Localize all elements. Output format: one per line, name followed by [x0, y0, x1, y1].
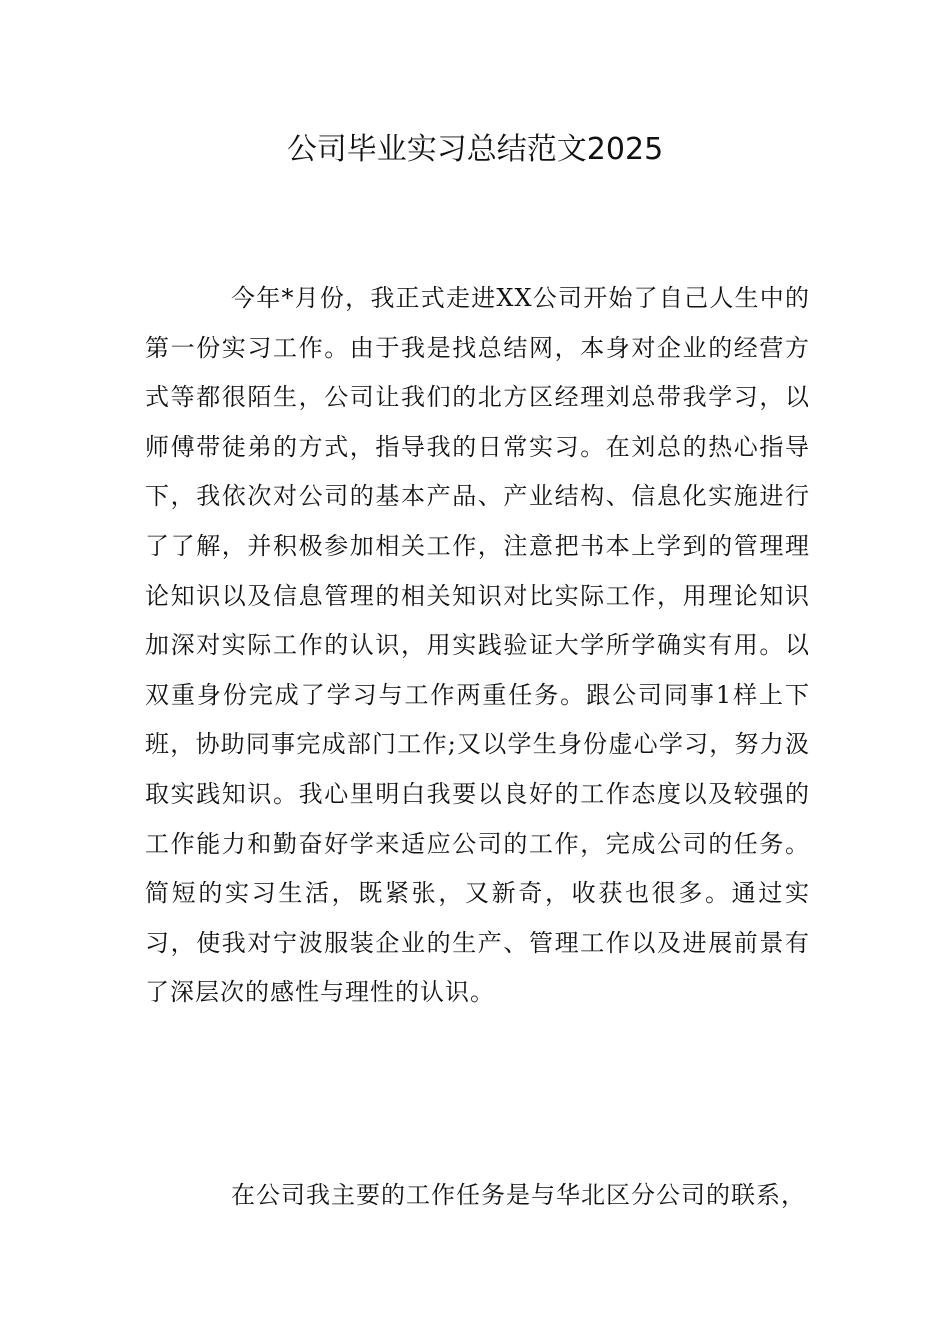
- document-title: 公司毕业实习总结范文2025: [286, 132, 664, 167]
- body-paragraph-2: 在公司我主要的工作任务是与华北区分公司的联系，: [231, 1181, 806, 1209]
- body-paragraph-1: 今年*月份，我正式走进XX公司开始了自己人生中的第一份实习工作。由于我是找总结网，本身对企业的经营方式等都很陌生，公司让我们的北方区经理刘总带我学习，以师傅带徒弟的方式，指导我的日常实习。在刘总的热心指导下，我依次对公司的基本产品、产业结构、信息化实施进行了了解，并积极参加相关工作，注意把书本上学到的管理理论知识以及信息管理的相关知识对比实际工作，用理论知识加深对实际工作的认识，用实践验证大学所学确实有用。以双重身份完成了学习与工作两重任务。跟公司同事1样上下班，协助同事完成部门工作;又以学生身份虚心学习，努力汲取实践知识。我心里明白我要以良好的工作态度以及较强的工作能力和勤奋好学来适应公司的工作，完成公司的任务。简短的实习生活，既紧张，又新奇，收获也很多。通过实习，使我对宁波服装企业的生产、管理工作以及进展前景有了深层次的感性与理性的认识。: [145, 284, 810, 1007]
